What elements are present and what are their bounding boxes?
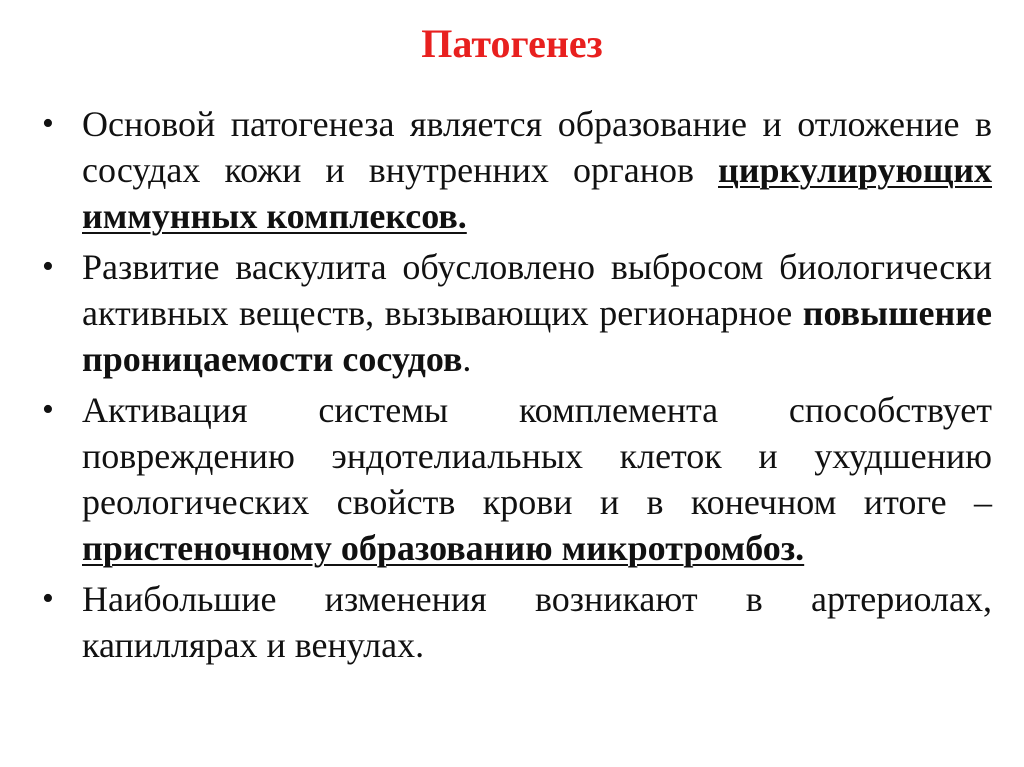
bullet-dot-icon: • <box>42 248 54 285</box>
bullet-text-end: . <box>462 339 472 379</box>
bullet-emphasis: циркулирующих иммунных комплексов. <box>82 150 992 236</box>
bullet-item <box>42 101 992 239</box>
bullet-item <box>42 576 992 668</box>
bullet-list <box>42 101 992 673</box>
bullet-emphasis: повышение проницаемости сосудов <box>82 293 992 379</box>
bullet-item <box>42 387 992 571</box>
bullet-dot-icon: • <box>42 391 54 428</box>
bullet-item <box>42 244 992 382</box>
slide-title: Патогенез <box>421 21 603 66</box>
bullet-dot-icon: • <box>42 105 54 142</box>
bullet-dot-icon: • <box>42 580 54 617</box>
bullet-text: Наибольшие изменения возникают в артериолах, капиллярах и венулах. <box>82 579 992 665</box>
bullet-text: Развитие васкулита обусловлено выбросом биологически активных веществ, вызывающих регионарное <box>82 247 992 333</box>
bullet-emphasis: пристеночному образованию микротромбоз. <box>82 528 805 568</box>
bullet-text: Активация системы комплемента способствует повреждению эндотелиальных клеток и ухудшению реологических свойств крови и в конечном итоге – <box>82 390 992 522</box>
bullet-text: Основой патогенеза является образование и отложение в сосудах кожи и внутренних органов <box>82 104 992 190</box>
